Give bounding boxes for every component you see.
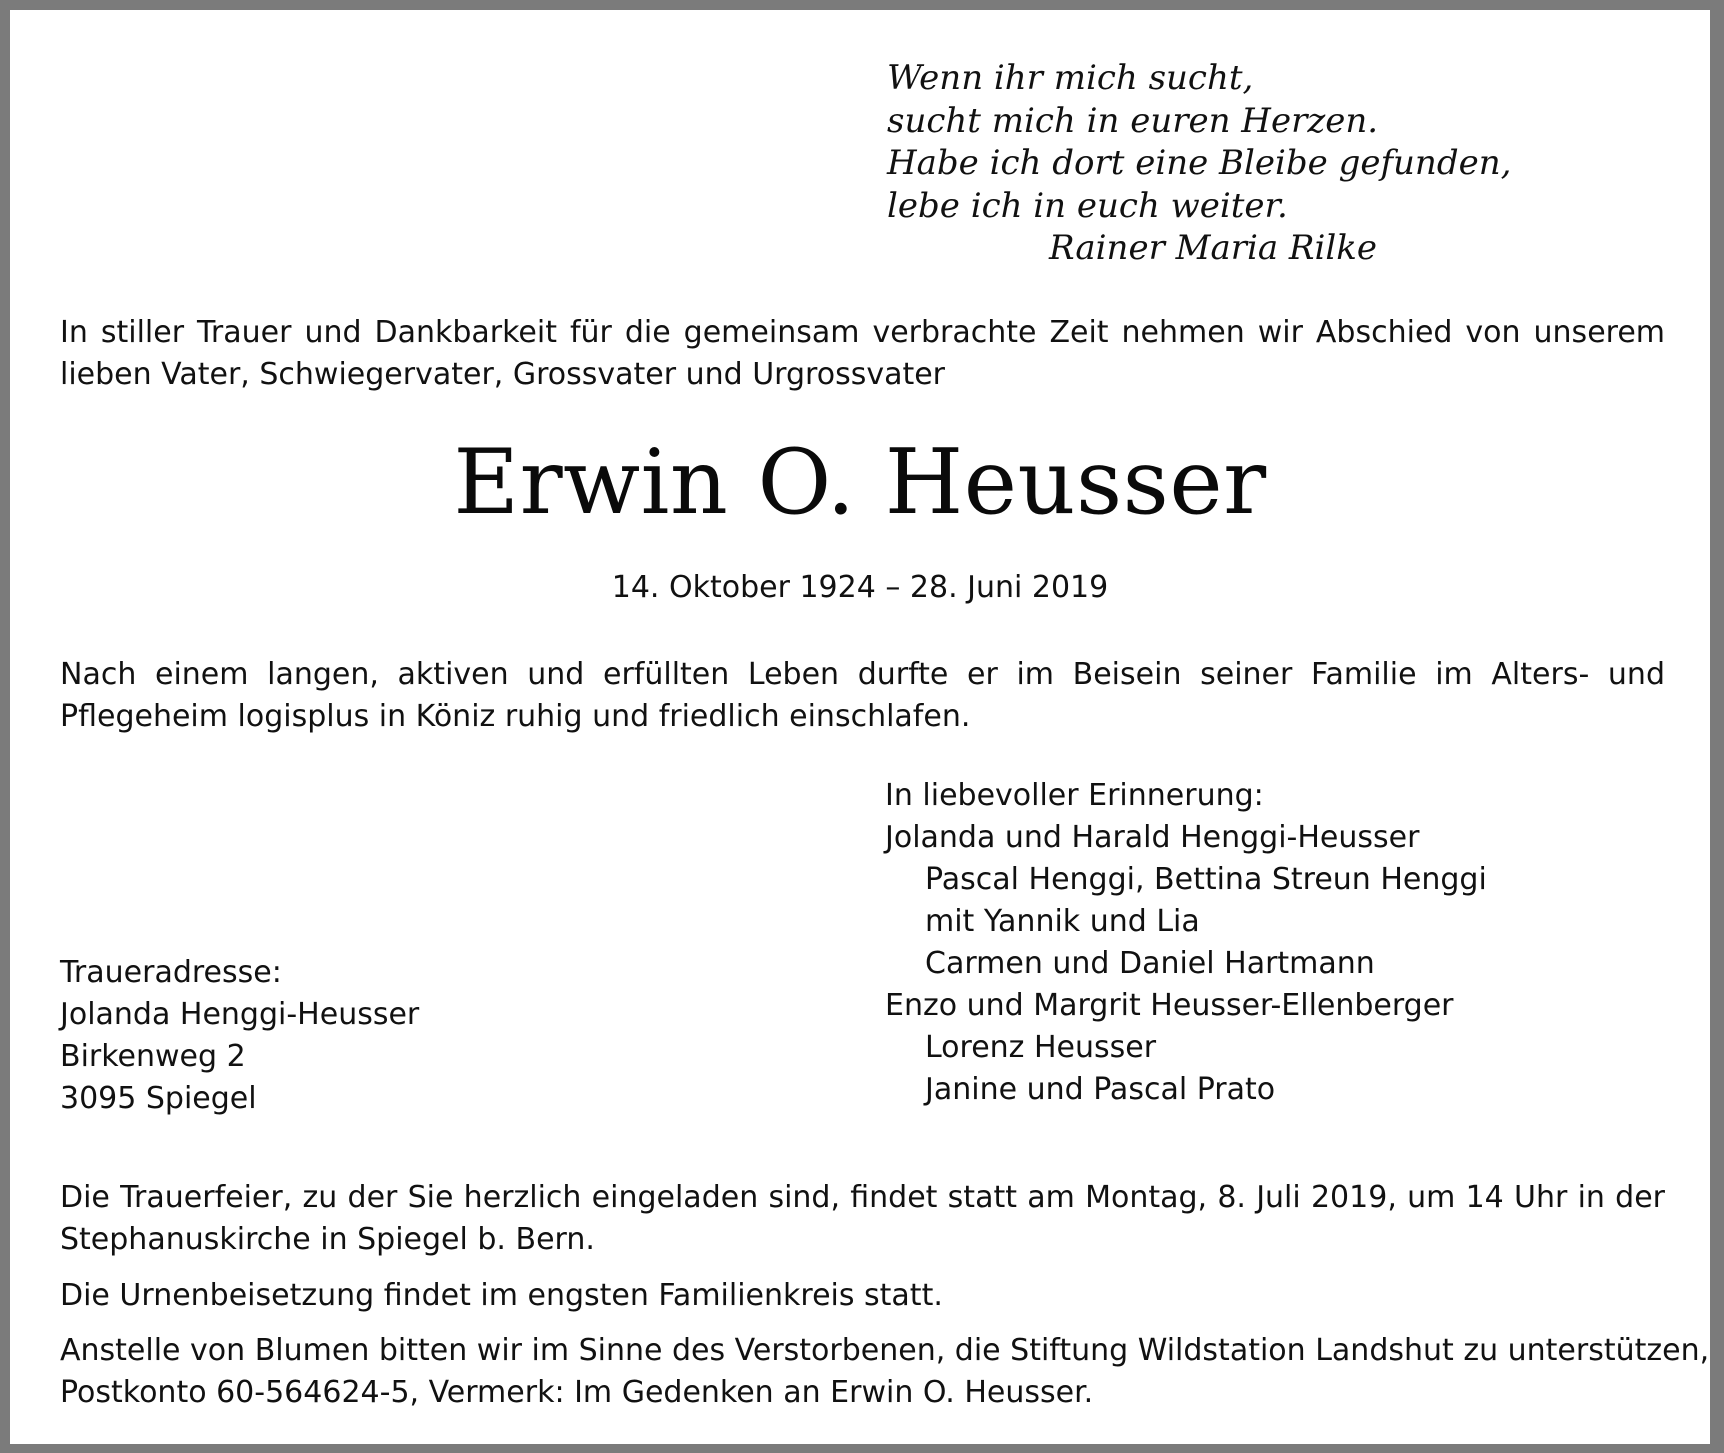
ceremony-paragraph: Die Trauerfeier, zu der Sie herzlich eingeladen sind, findet statt am Montag, 8. Juli 2019, um 14 Uhr in der Stephanuskirche in Spiegel b. Bern. xyxy=(60,1180,1665,1257)
intro-paragraph: In stiller Trauer und Dankbarkeit für die gemeinsam verbrachte Zeit nehmen wir Abschied von unserem lieben Vater, Schwiegervater, Grossvater und Urgrossvater xyxy=(60,315,1665,392)
burial-paragraph: Die Urnenbeisetzung findet im engsten Familienkreis statt. xyxy=(60,1278,943,1313)
address-name: Jolanda Henggi-Heusser xyxy=(60,997,420,1032)
family-heading: In liebevoller Erinnerung: xyxy=(885,778,1264,813)
address-city: 3095 Spiegel xyxy=(60,1081,257,1116)
deceased-name: Erwin O. Heusser xyxy=(453,430,1267,535)
address-street: Birkenweg 2 xyxy=(60,1039,246,1074)
donation-line-2: Postkonto 60-564624-5, Vermerk: Im Gedenken an Erwin O. Heusser. xyxy=(60,1375,1094,1410)
address-label: Traueradresse: xyxy=(60,955,282,990)
family-entry: Enzo und Margrit Heusser-Ellenberger xyxy=(885,988,1454,1023)
obituary-notice xyxy=(10,10,1710,1444)
family-entry: Jolanda und Harald Henggi-Heusser xyxy=(885,820,1420,855)
poem-quote xyxy=(887,57,1511,270)
poem-line: lebe ich in euch weiter. xyxy=(887,185,1288,226)
poem-line: Wenn ihr mich sucht, xyxy=(887,58,1254,98)
family-entry: Janine und Pascal Prato xyxy=(925,1072,1276,1107)
family-entry: Carmen und Daniel Hartmann xyxy=(925,946,1375,981)
family-entry: Pascal Henggi, Bettina Streun Henggi xyxy=(925,862,1487,897)
life-dates: 14. Oktober 1924 – 28. Juni 2019 xyxy=(611,570,1109,605)
family-list xyxy=(885,775,1487,1111)
poem-line: sucht mich in euren Herzen. xyxy=(887,100,1379,141)
poem-author: Rainer Maria Rilke xyxy=(1049,228,1377,268)
passing-paragraph: Nach einem langen, aktiven und erfüllten Leben durfte er im Beisein seiner Familie im Alters- und Pflegeheim logisplus in Köniz ruhig und friedlich einschlafen. xyxy=(60,657,1665,734)
mourning-address xyxy=(60,952,419,1120)
donation-line-1: Anstelle von Blumen bitten wir im Sinne des Verstorbenen, die Stiftung Wildstation Landshut zu unterstützen, xyxy=(60,1333,1710,1368)
family-entry: mit Yannik und Lia xyxy=(925,904,1200,939)
poem-line: Habe ich dort eine Bleibe gefunden, xyxy=(887,143,1512,183)
family-entry: Lorenz Heusser xyxy=(925,1030,1157,1065)
